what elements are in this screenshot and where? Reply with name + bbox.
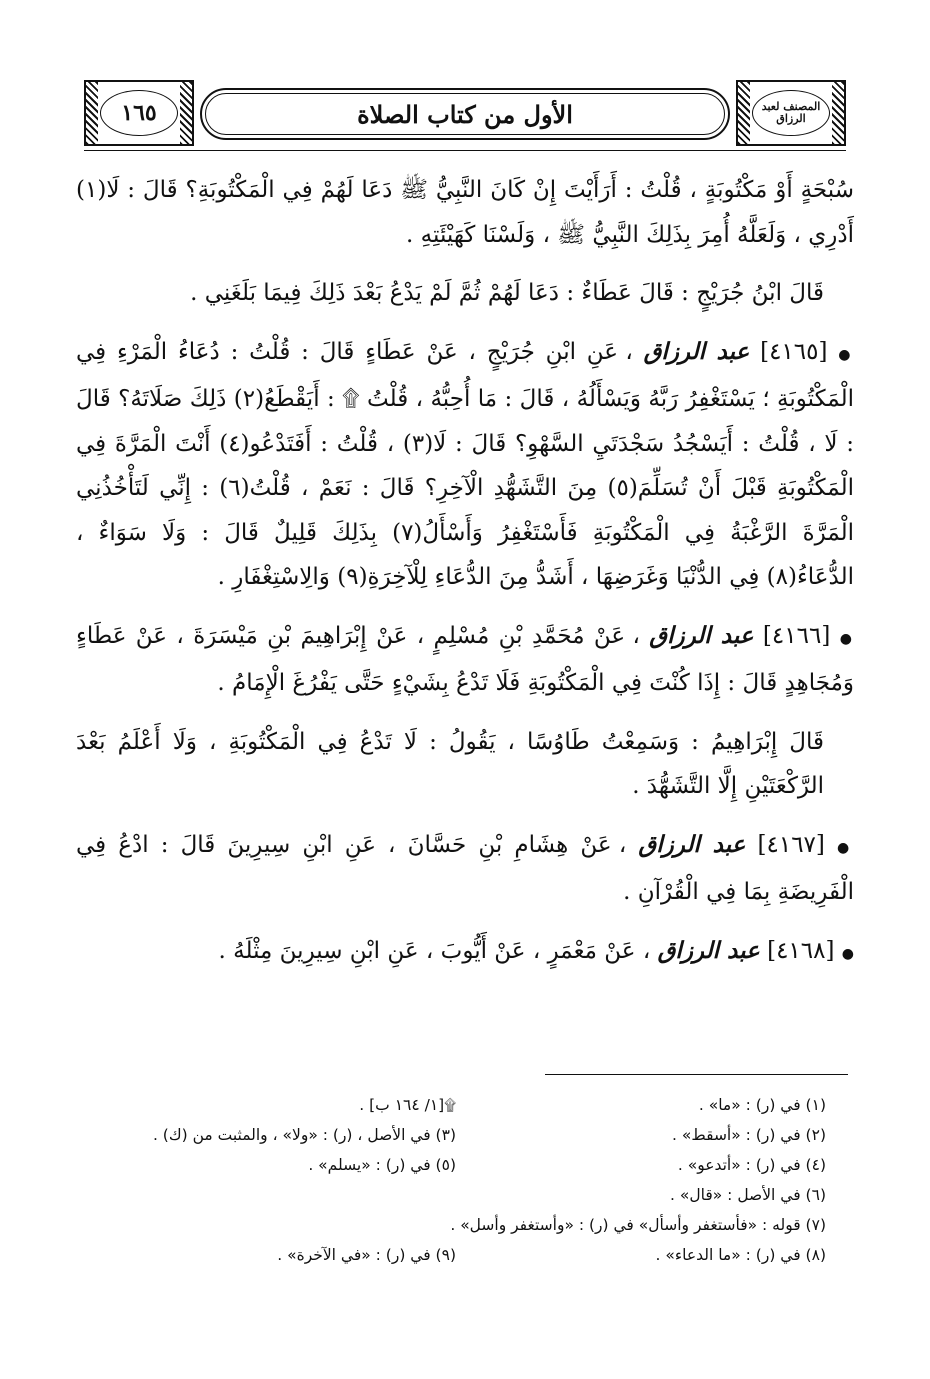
footnote-5: (٥) في (ر) : «يسلم» . bbox=[308, 1156, 456, 1174]
hadith-4167 bbox=[76, 823, 854, 915]
hadith-text: ، عَنْ مُحَمَّدِ بْنِ مُسْلِمٍ ، عَنْ إِبْرَاهِيمَ بْنِ مَيْسَرَةَ ، عَنْ عَطَاءٍ وَمُجَاهِدٍ قَالَ : إِذَا كُنْتَ فِي الْمَكْتُوبَةِ فَلَا تَدْعُ بِشَيْءٍ حَتَّى يَفْرُغَ الْإِمَامُ . bbox=[76, 622, 854, 696]
footnote-9: (٩) في (ر) : «في الآخرة» . bbox=[277, 1246, 456, 1264]
bullet-icon: ● bbox=[837, 839, 855, 856]
hadith-number: [٤١٦٦] bbox=[762, 622, 831, 649]
folio-marker: ۩[١/ ١٦٤ ب] . bbox=[359, 1096, 456, 1114]
ornament-hatch bbox=[832, 82, 844, 144]
header-rule bbox=[84, 150, 846, 151]
hadith-4168 bbox=[76, 929, 854, 977]
chapter-title-frame bbox=[200, 88, 730, 140]
author-name: عبد الرزاق bbox=[643, 337, 750, 365]
footnote-8: (٨) في (ر) : «ما الدعاء» . bbox=[655, 1246, 826, 1264]
page-number: ١٦٥ bbox=[121, 100, 157, 126]
paragraph: سُبْحَةٍ أَوْ مَكْتُوبَةٍ ، قُلْتُ : أَرَأَيْتَ إِنْ كَانَ النَّبِيُّ ﷺ دَعَا لَهُمْ فِي الْمَكْتُوبَةِ؟ قَالَ : لَا(١) أَدْرِي ، وَلَعَلَّهُ أُمِرَ بِذَلِكَ النَّبِيُّ ﷺ ، وَلَسْنَا كَهَيْئَتِهِ . bbox=[76, 177, 854, 248]
footnote-rule bbox=[545, 1074, 848, 1075]
author-name: عبد الرزاق bbox=[649, 621, 754, 649]
author-name: عبد الرزاق bbox=[638, 830, 746, 858]
hadith-text: ، عَنْ مَعْمَرٍ ، عَنْ أَيُّوبَ ، عَنِ ابْنِ سِيرِينَ مِثْلَهُ . bbox=[218, 937, 651, 964]
main-text bbox=[76, 168, 854, 976]
paragraph: قَالَ إِبْرَاهِيمُ : وَسَمِعْتُ طَاوُسًا ، يَقُولُ : لَا تَدْعُ فِي الْمَكْتُوبَةِ ، وَلَا أَعْلَمُ بَعْدَ الرَّكْعَتَيْنِ إِلَّا التَّشَهُّدَ . bbox=[76, 728, 824, 799]
footnote-6: (٦) في الأصل : «قال» . bbox=[670, 1186, 826, 1204]
paragraph: قَالَ ابْنُ جُرَيْجٍ : قَالَ عَطَاءٌ : دَعَا لَهُمْ ثُمَّ لَمْ يَدْعُ بَعْدَ ذَلِكَ فِيمَا بَلَغَنِي . bbox=[190, 280, 824, 306]
hadith-number: [٤١٦٧] bbox=[757, 831, 825, 858]
page-header bbox=[84, 80, 846, 146]
ornament-hatch bbox=[86, 82, 98, 144]
footnote-2: (٢) في (ر) : «أسقط» . bbox=[672, 1126, 826, 1144]
hadith-text: ، عَنِ ابْنِ جُرَيْجٍ ، عَنْ عَطَاءٍ قَالَ : قُلْتُ : دُعَاءُ الْمَرْءِ فِي الْمَكْتُوبَةِ ؛ يَسْتَغْفِرُ رَبَّهُ وَيَسْأَلُهُ ، قَالَ : مَا أُحِبُّهُ ، قُلْتُ ۩ : أَيَقْطَعُ(٢) ذَلِكَ صَلَاتَهُ؟ قَالَ : لَا ، قُلْتُ : أَيَسْجُدُ سَجْدَتَيِ السَّهْوِ؟ قَالَ : لَا(٣) ، قُلْتُ : أَفَتَدْعُو(٤) أَنْتَ الْمَرَّةَ فِي الْمَكْتُوبَةِ قَبْلَ أَنْ تُسَلِّمَ(٥) مِنَ التَّشَهُّدِ الْآخِرِ؟ قَالَ : نَعَمْ ، قُلْتُ(٦) : إِنِّي لَتَأْخُذُنِي الْمَرَّةَ الرَّغْبَةُ فِي الْمَكْتُوبَةِ فَأَسْتَغْفِرُ وَأَسْأَلُ(٧) بِذَلِكَ قَلِيلٌ قَالَ : وَلَا سَوَاءٌ ، الدُّعَاءُ(٨) فِي الدُّنْيَا وَغَرَضِهَا ، أَشَدُّ مِنَ الدُّعَاءِ لِلْآخِرَةِ(٩) وَالِاسْتِغْفَارِ . bbox=[76, 338, 855, 590]
hadith-number: [٤١٦٨] bbox=[767, 937, 835, 964]
chapter-title: الأول من كتاب الصلاة bbox=[357, 99, 573, 129]
footnote-3: (٣) في الأصل ، (ر) : «ولا» ، والمثبت من (ك) . bbox=[152, 1126, 456, 1144]
book-logo-frame bbox=[752, 90, 830, 136]
bullet-icon: ● bbox=[841, 945, 854, 962]
footnotes bbox=[76, 1090, 850, 1270]
footnote-1: (١) في (ر) : «ما» . bbox=[698, 1096, 826, 1114]
hadith-4165 bbox=[76, 330, 854, 600]
footnote-7: (٧) قوله : «فأستغفر وأسأل» في (ر) : «وأستغفر وأسل» . bbox=[450, 1216, 826, 1234]
ornament-hatch bbox=[738, 82, 750, 144]
hadith-text: ، عَنْ هِشَامِ بْنِ حَسَّانَ ، عَنِ ابْنِ سِيرِينَ قَالَ : ادْعُ فِي الْفَرِيضَةِ بِمَا فِي الْقُرْآنِ . bbox=[76, 831, 854, 905]
book-logo: المصنف لعبد الرزاق bbox=[761, 100, 821, 125]
book-logo-ornament bbox=[736, 80, 846, 146]
author-name: عبد الرزاق bbox=[657, 936, 760, 964]
footnote-4: (٤) في (ر) : «أتدعو» . bbox=[677, 1156, 826, 1174]
bullet-icon: ● bbox=[838, 346, 854, 363]
hadith-4166 bbox=[76, 614, 854, 706]
page-number-frame bbox=[100, 90, 178, 136]
bullet-icon: ● bbox=[839, 630, 854, 647]
hadith-number: [٤١٦٥] bbox=[760, 338, 828, 365]
ornament-hatch bbox=[180, 82, 192, 144]
page-number-ornament bbox=[84, 80, 194, 146]
